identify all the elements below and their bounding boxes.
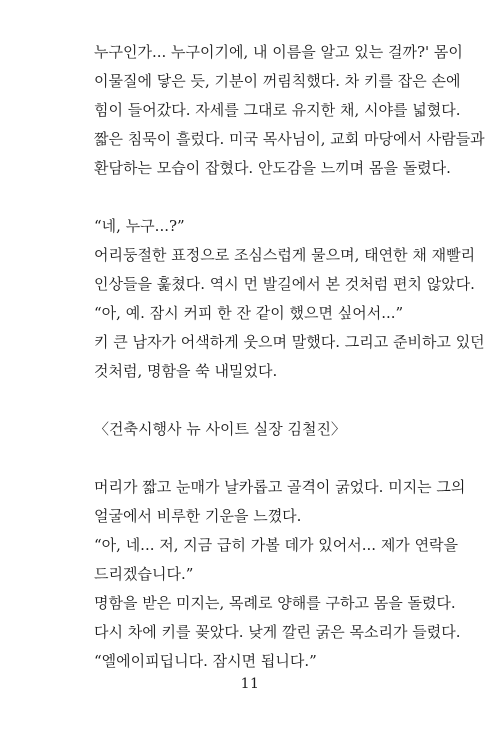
text-line: 힘이 들어갔다. 자세를 그대로 유지한 채, 시야를 넓혔다. [94, 101, 461, 119]
text-line: 드리겠습니다.” [94, 565, 194, 583]
text-line: 얼굴에서 비루한 기운을 느꼈다. [94, 507, 302, 525]
paragraph-spacer [94, 183, 474, 212]
body-text [94, 38, 485, 676]
paragraph-spacer [94, 444, 474, 473]
text-line: 누구인가... 누구이기에, 내 이름을 알고 있는 걸까?' 몸이 [94, 43, 463, 61]
text-line: 〈건축시행사 뉴 사이트 실장 김철진〉 [94, 420, 346, 438]
text-line: “네, 누구...?” [94, 217, 185, 235]
text-line: 이물질에 닿은 듯, 기분이 꺼림칙했다. 차 키를 잡은 손에 [94, 72, 461, 90]
text-line: 명함을 받은 미지는, 목례로 양해를 구하고 몸을 돌렸다. [94, 594, 456, 612]
business-card-text [94, 415, 474, 444]
paragraph-2 [94, 212, 485, 386]
text-line: 키 큰 남자가 어색하게 웃으며 말했다. 그리고 준비하고 있던 [94, 333, 485, 351]
text-line: 것처럼, 명함을 쑥 내밀었다. [94, 362, 278, 380]
page-number: 11 [240, 676, 260, 692]
text-line: “아, 네... 저, 지금 급히 가볼 데가 있어서... 제가 연락을 [94, 536, 459, 554]
text-line: 인상들을 훑쳤다. 역시 먼 발길에서 본 것처럼 편치 않았다. [94, 275, 475, 293]
text-line: “아, 예. 잠시 커피 한 잔 같이 했으면 싶어서...” [94, 304, 404, 322]
text-line: “엘에이피딥니다. 잠시면 됩니다.” [94, 652, 317, 670]
text-line: 짧은 침묵이 흘렀다. 미국 목사님이, 교회 마당에서 사람들과 [94, 130, 485, 148]
text-line: 머리가 짧고 눈매가 날카롭고 골격이 굵었다. 미지는 그의 [94, 478, 466, 496]
paragraph-spacer [94, 386, 474, 415]
paragraph-4 [94, 473, 474, 676]
paragraph-1 [94, 38, 485, 183]
text-line: 환담하는 모습이 잡혔다. 안도감을 느끼며 몸을 돌렸다. [94, 159, 451, 177]
text-line: 다시 차에 키를 꽂았다. 낮게 깔린 굵은 목소리가 들렸다. [94, 623, 461, 641]
text-line: 어리둥절한 표정으로 조심스럽게 물으며, 태연한 채 재빨리 [94, 246, 476, 264]
